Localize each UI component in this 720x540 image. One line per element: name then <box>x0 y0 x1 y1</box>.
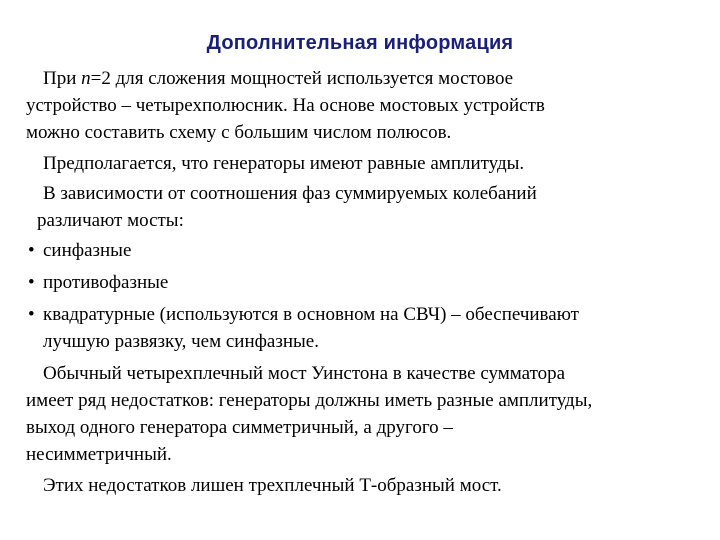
paragraph-1-prefix: При <box>43 68 82 89</box>
slide-title: Дополнительная информация <box>206 32 514 54</box>
paragraph-2-line-1: Предполагается, что генераторы имеют равные амплитуды. <box>43 153 525 174</box>
bullet-item-3-line-1: квадратурные (используются в основном на СВЧ) – обеспечивают <box>43 304 579 325</box>
paragraph-4-line-4: несимметричный. <box>26 444 172 465</box>
variable-n: n <box>81 68 91 89</box>
bullet-3-marker: • <box>28 304 35 325</box>
paragraph-3-line-1: В зависимости от соотношения фаз суммируемых колебаний <box>43 183 537 204</box>
paragraph-5-line-1: Этих недостатков лишен трехплечный Т-образный мост. <box>43 475 502 496</box>
bullet-1-marker: • <box>28 240 35 261</box>
paragraph-4-line-3: выход одного генератора симметричный, а другого – <box>26 417 453 438</box>
bullet-item-3-line-2: лучшую развязку, чем синфазные. <box>43 331 319 352</box>
bullet-item-1: синфазные <box>43 240 132 261</box>
paragraph-1-line-1-text: =2 для сложения мощностей используется мостовое <box>90 68 514 89</box>
bullet-item-2: противофазные <box>43 272 169 293</box>
paragraph-1-line-2: устройство – четырехполюсник. На основе мостовых устройств <box>26 95 545 116</box>
paragraph-1-line-3: можно составить схему с большим числом полюсов. <box>26 122 452 143</box>
paragraph-1-line-1 <box>43 68 513 90</box>
paragraph-4-line-1: Обычный четырехплечный мост Уинстона в качестве сумматора <box>43 363 566 384</box>
bullet-2-marker: • <box>28 272 35 293</box>
paragraph-4-line-2: имеет ряд недостатков: генераторы должны иметь разные амплитуды, <box>26 390 593 411</box>
paragraph-3-line-2: различают мосты: <box>37 210 184 231</box>
